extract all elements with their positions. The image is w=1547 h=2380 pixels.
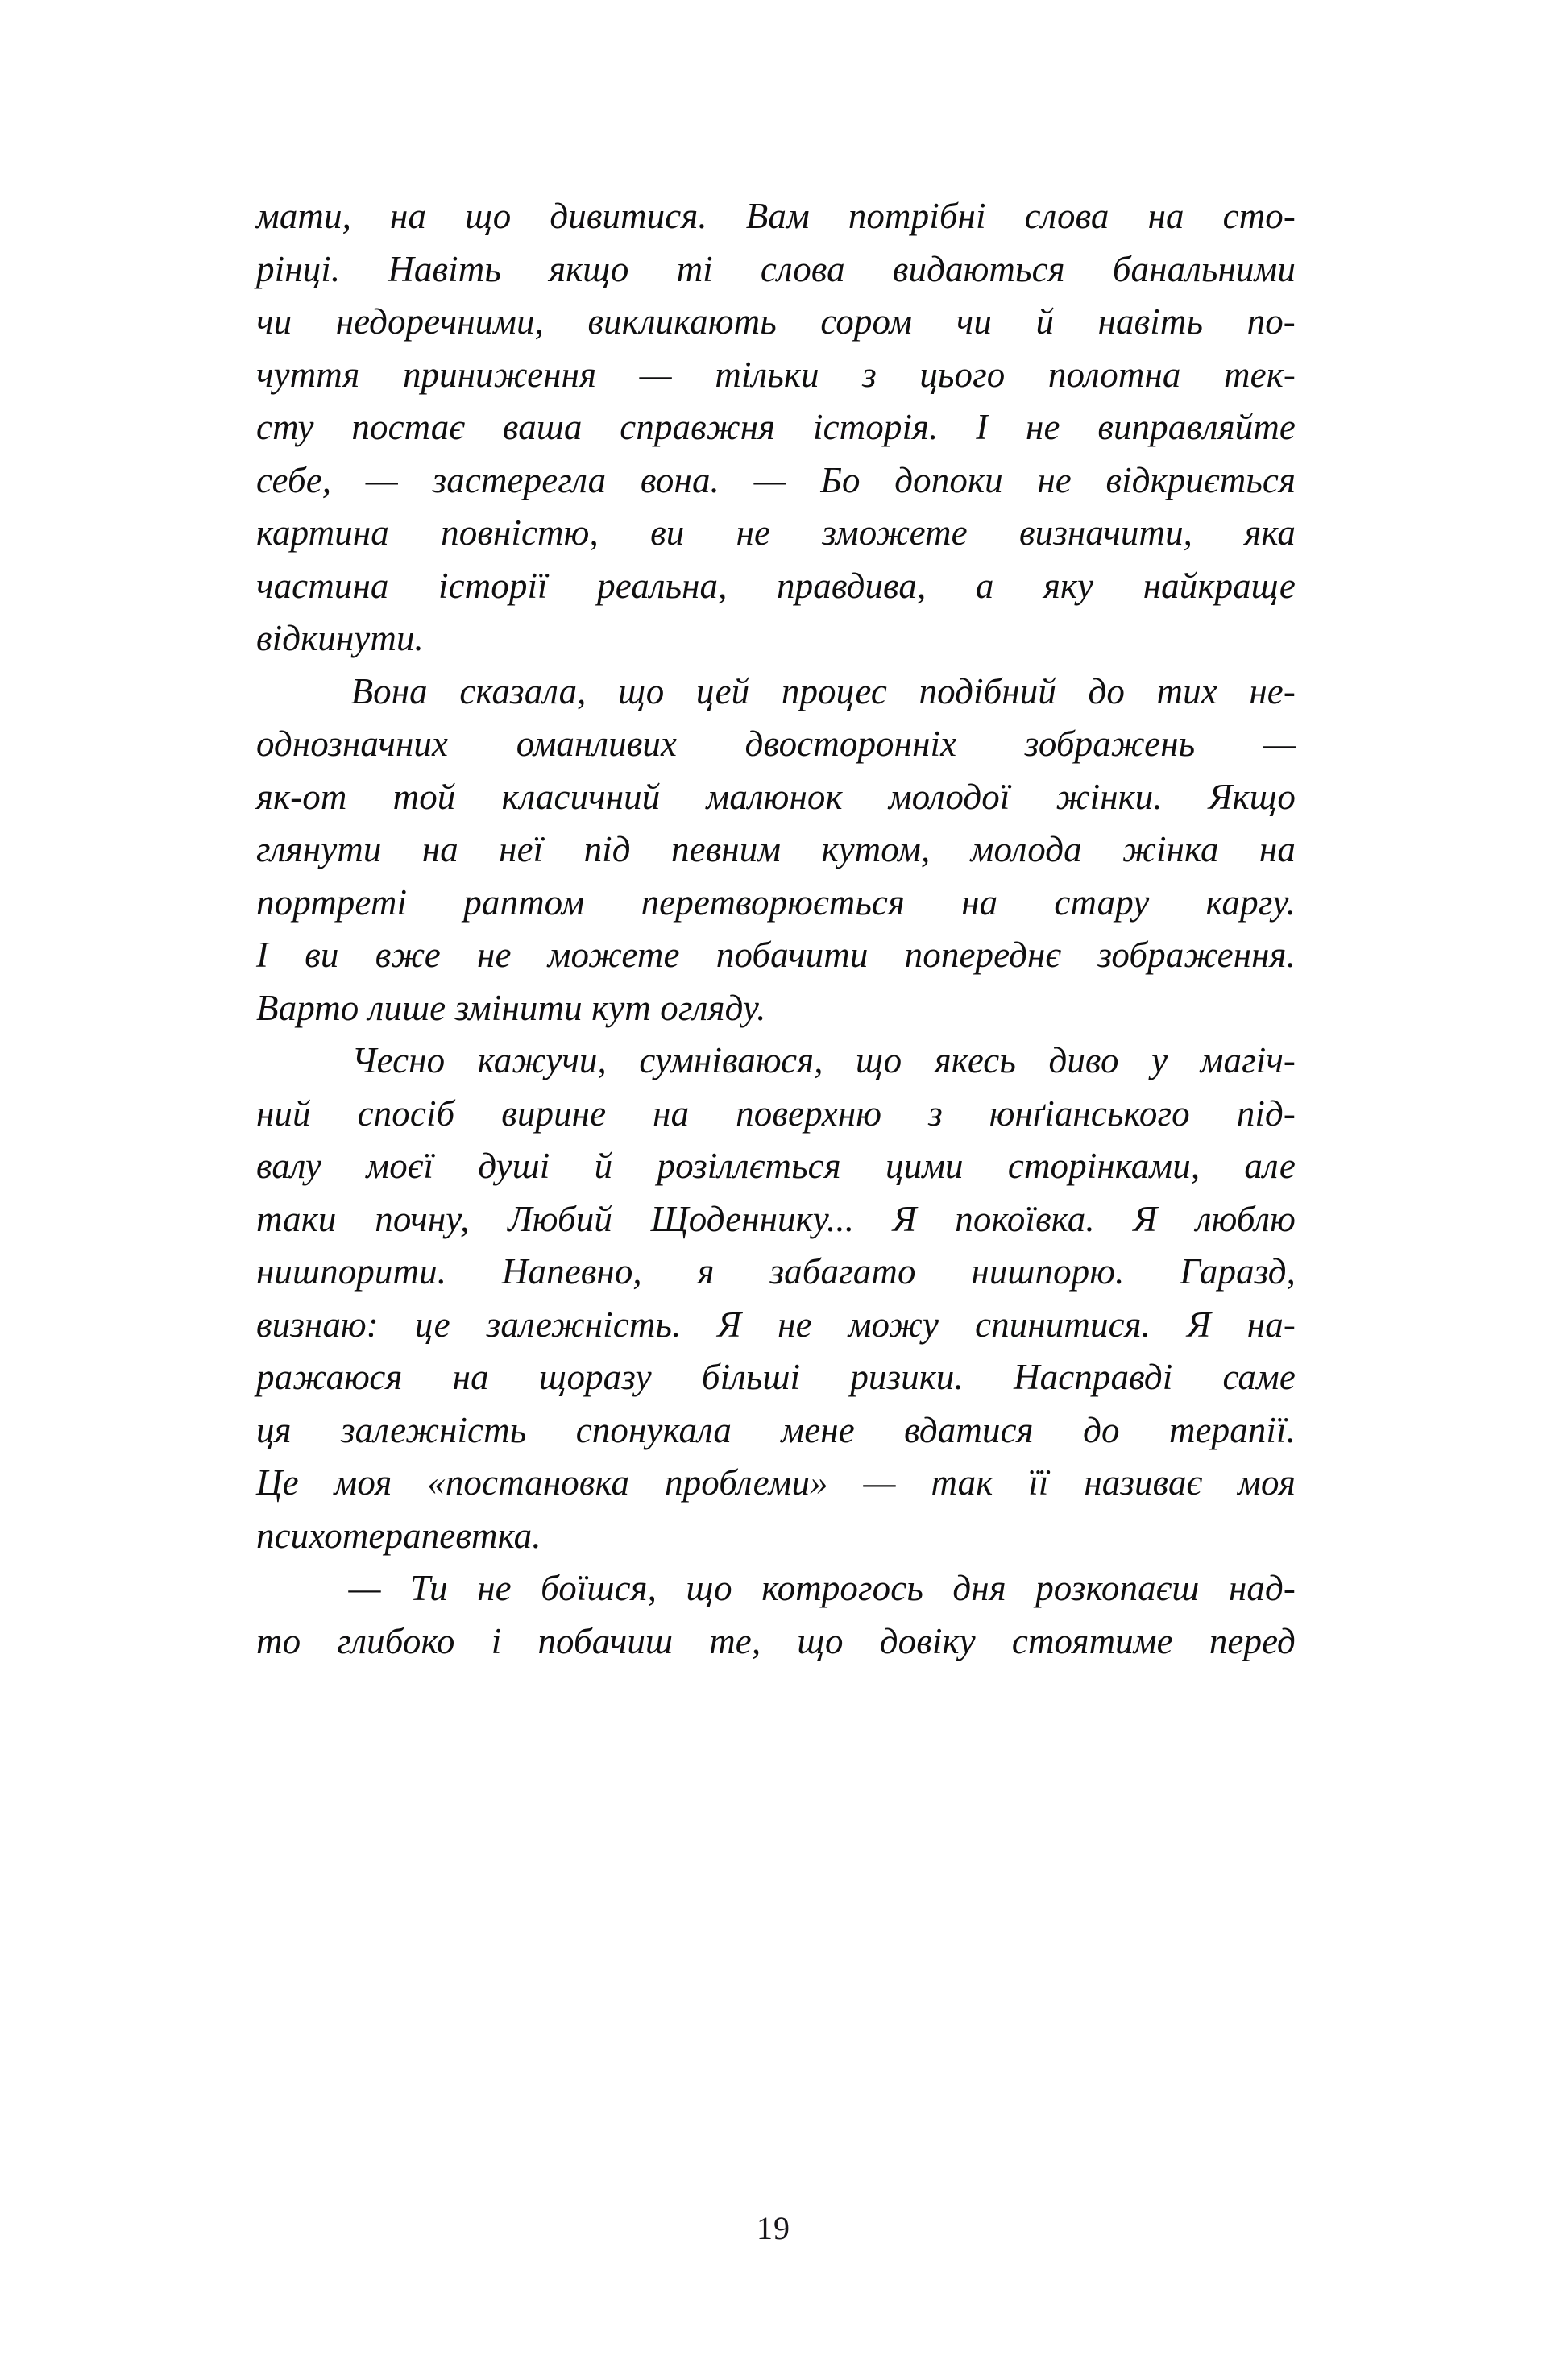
word: сказала, — [459, 670, 587, 711]
word: не — [477, 1568, 512, 1608]
word: оманливих — [516, 724, 678, 764]
word: як-от — [256, 776, 347, 817]
word: цей — [695, 670, 750, 711]
word: викликають — [587, 301, 777, 342]
word: ний — [256, 1093, 311, 1134]
text-line — [256, 1246, 1296, 1299]
word: однозначних — [256, 724, 449, 764]
word: проблеми» — [665, 1462, 828, 1503]
word: історія. — [812, 407, 939, 447]
word: сумніваюся, — [639, 1040, 823, 1080]
word: Ти — [410, 1568, 448, 1608]
word: зображень — [1024, 724, 1196, 764]
word: чуття — [256, 354, 360, 395]
word: себе, — [256, 459, 332, 500]
word: Насправді — [1014, 1357, 1173, 1397]
text-line — [256, 1404, 1296, 1457]
word: спосіб — [357, 1093, 455, 1134]
text-line-first — [256, 1562, 1296, 1615]
word: І — [976, 407, 989, 447]
word: дня — [952, 1568, 1006, 1608]
word: що — [797, 1620, 844, 1661]
text-line — [256, 1193, 1296, 1246]
word: постає — [351, 407, 466, 447]
text-line-first — [256, 665, 1296, 719]
word: двосторонніх — [744, 724, 957, 764]
word: покоївка. — [955, 1198, 1095, 1239]
word: Щоденнику... — [650, 1198, 855, 1239]
word: з — [862, 354, 877, 395]
text-line — [256, 349, 1296, 402]
text-line-first — [256, 1035, 1296, 1088]
word: той — [392, 776, 456, 817]
word: моєї — [366, 1146, 434, 1186]
word: саме — [1222, 1357, 1296, 1397]
word: диво — [1048, 1040, 1119, 1080]
word: зображення. — [1097, 935, 1296, 975]
word: моя — [1238, 1462, 1296, 1503]
word: розкопаєш — [1035, 1568, 1200, 1608]
word: так — [931, 1462, 993, 1503]
word: люблю — [1195, 1198, 1296, 1239]
word: — — [753, 459, 786, 500]
word: на — [961, 881, 998, 923]
word: цього — [919, 354, 1006, 395]
word: недоречними, — [335, 301, 544, 342]
word: банальними — [1112, 248, 1296, 289]
word: побачиш — [537, 1620, 674, 1661]
word: реальна, — [597, 565, 728, 606]
word: і — [491, 1620, 502, 1661]
word: ви — [305, 935, 339, 975]
word: визнаю: — [256, 1304, 379, 1345]
word: під — [583, 829, 631, 869]
word: допоки — [894, 459, 1003, 500]
word: перетворюється — [641, 881, 905, 923]
word: боїшся, — [541, 1568, 657, 1608]
word: поверхню — [736, 1093, 882, 1134]
text-line — [256, 454, 1296, 508]
word: малюнок — [706, 776, 843, 817]
word: цими — [885, 1146, 964, 1186]
word: ражаюся — [256, 1357, 403, 1397]
word: якщо — [549, 248, 629, 289]
paragraph-1 — [256, 190, 1296, 665]
word: на — [421, 829, 458, 869]
word: що — [856, 1040, 902, 1080]
word: Напевно, — [501, 1251, 642, 1292]
word: у — [1151, 1040, 1168, 1080]
word: до — [1083, 1409, 1120, 1450]
word: «постановка — [427, 1462, 630, 1503]
page-text-body — [256, 190, 1296, 1668]
paragraph-indent — [256, 1035, 319, 1088]
word: кутом, — [821, 829, 931, 869]
word: Вона — [350, 670, 428, 711]
word: й — [1035, 301, 1055, 342]
word: рінці. — [256, 248, 341, 289]
paragraph-indent — [256, 1562, 319, 1615]
word: з — [928, 1093, 943, 1134]
word: Я — [892, 1198, 917, 1239]
word: Я — [1133, 1198, 1158, 1239]
text-line — [256, 296, 1296, 349]
paragraph-2 — [256, 665, 1296, 1035]
word: молодої — [888, 776, 1010, 817]
text-line — [256, 243, 1296, 296]
word: але — [1244, 1146, 1296, 1186]
word: спонукала — [575, 1409, 732, 1450]
word: на — [390, 196, 427, 236]
word: не — [1026, 407, 1060, 447]
word: щоразу — [538, 1357, 652, 1397]
word: сором — [820, 301, 913, 342]
word: залежність. — [486, 1304, 682, 1345]
word: тільки — [715, 354, 819, 395]
paragraph-indent — [256, 665, 319, 719]
word: мене — [781, 1409, 855, 1450]
word: стоятиме — [1011, 1620, 1173, 1661]
word: Навіть — [388, 248, 501, 289]
word: почну, — [375, 1198, 470, 1239]
word: Я — [1187, 1304, 1211, 1345]
word: Це — [256, 1462, 299, 1503]
word: мати, — [256, 196, 351, 236]
word: сту — [256, 407, 314, 447]
word: на — [653, 1093, 690, 1134]
word: спинитися. — [975, 1304, 1151, 1345]
word: глибоко — [337, 1620, 455, 1661]
word: раптом — [463, 881, 585, 923]
word: що — [618, 670, 665, 711]
page-number: 19 — [757, 2210, 790, 2246]
text-line — [256, 401, 1296, 454]
word: класичний — [501, 776, 661, 817]
text-line — [256, 560, 1296, 613]
word: виправляйте — [1097, 407, 1296, 447]
word: Якщо — [1208, 776, 1296, 817]
text-line — [256, 1088, 1296, 1141]
word: ця — [256, 1409, 292, 1450]
word: терапії. — [1168, 1409, 1296, 1450]
word: Любий — [508, 1198, 612, 1239]
text-line — [256, 1351, 1296, 1404]
word: не — [1037, 459, 1072, 500]
word: вже — [375, 935, 441, 975]
word: — — [365, 459, 398, 500]
word: — — [348, 1568, 381, 1608]
word: магіч- — [1200, 1040, 1296, 1080]
word: ваша — [502, 407, 583, 447]
word: більші — [701, 1357, 801, 1397]
word: ті — [676, 248, 713, 289]
word: то — [256, 1620, 301, 1661]
word: процес — [781, 670, 887, 711]
word: кажучи, — [477, 1040, 607, 1080]
word: тих — [1156, 670, 1217, 711]
word: розіллється — [657, 1146, 841, 1186]
word: — — [863, 1462, 896, 1503]
word: каргу. — [1205, 881, 1296, 923]
word: яку — [1043, 565, 1094, 606]
word: Бо — [820, 459, 861, 500]
word: на — [1259, 829, 1296, 869]
word: І — [256, 935, 269, 975]
word: глянути — [256, 829, 382, 869]
word: повністю, — [441, 512, 599, 553]
word: пiд- — [1236, 1093, 1296, 1134]
word: до — [1088, 670, 1125, 711]
text-line — [256, 823, 1296, 877]
word: над- — [1228, 1568, 1296, 1608]
word: тек- — [1224, 354, 1296, 395]
word: Вам — [745, 196, 810, 236]
word: Гаразд, — [1180, 1251, 1296, 1292]
word: молода — [970, 829, 1082, 869]
word: — — [1263, 724, 1296, 764]
text-line — [256, 877, 1296, 930]
word: а — [975, 565, 994, 606]
word: неї — [499, 829, 544, 869]
word: на — [1147, 196, 1184, 236]
word: історії — [438, 565, 548, 606]
word: нишпорити. — [256, 1251, 447, 1292]
word: якесь — [934, 1040, 1016, 1080]
text-line — [256, 718, 1296, 771]
text-line — [256, 1457, 1296, 1510]
word: визначити, — [1019, 512, 1193, 553]
word: видаються — [892, 248, 1065, 289]
word: Я — [717, 1304, 742, 1345]
word: сто- — [1222, 196, 1296, 236]
word: жінка — [1122, 829, 1219, 869]
word: моя — [334, 1462, 392, 1503]
word: Чесно — [351, 1040, 446, 1080]
word: приниження — [402, 354, 597, 395]
word: яка — [1244, 512, 1296, 553]
word: стару — [1054, 881, 1150, 923]
word: певним — [670, 829, 782, 869]
word: застерегла — [432, 459, 607, 500]
word: можу — [848, 1304, 939, 1345]
word: вирине — [501, 1093, 607, 1134]
word: побачити — [715, 935, 869, 975]
text-line: відкинути. — [256, 618, 424, 658]
text-line: Варто лише змінити кут огляду. — [256, 987, 766, 1028]
word: котрогось — [761, 1568, 923, 1608]
word: називає — [1084, 1462, 1203, 1503]
text-line — [256, 190, 1296, 243]
word: можете — [547, 935, 680, 975]
text-line — [256, 771, 1296, 824]
word: слова — [1024, 196, 1109, 236]
paragraph-4-dialogue — [256, 1562, 1296, 1668]
word: попереднє — [904, 935, 1062, 975]
word: найкраще — [1143, 565, 1296, 606]
word: картина — [256, 512, 389, 553]
text-line — [256, 1299, 1296, 1352]
word: душі — [478, 1146, 550, 1186]
text-line — [256, 1615, 1296, 1669]
word: вдатися — [904, 1409, 1034, 1450]
word: що — [465, 196, 512, 236]
word: полотна — [1047, 354, 1181, 395]
word: перед — [1209, 1620, 1296, 1661]
paragraph-3 — [256, 1035, 1296, 1562]
word: залежність — [341, 1409, 527, 1450]
word: я — [697, 1251, 715, 1292]
word: чи — [956, 301, 992, 342]
word: юнґіанського — [989, 1093, 1190, 1134]
word: сторінками, — [1007, 1146, 1201, 1186]
word: валу — [256, 1146, 322, 1186]
text-line — [256, 1140, 1296, 1193]
word: що — [686, 1568, 732, 1608]
word: подібний — [919, 670, 1056, 711]
word: правдива, — [777, 565, 927, 606]
word: забагато — [769, 1251, 916, 1292]
word: частина — [256, 565, 389, 606]
word: й — [594, 1146, 613, 1186]
word: довіку — [879, 1620, 976, 1661]
text-line — [256, 929, 1296, 982]
word: не- — [1249, 670, 1296, 711]
word: ви — [650, 512, 685, 553]
word: — — [639, 354, 672, 395]
word: відкриється — [1105, 459, 1296, 500]
word: ризики. — [850, 1357, 964, 1397]
word: по- — [1246, 301, 1296, 342]
word: вона. — [640, 459, 720, 500]
word: зможете — [822, 512, 968, 553]
word: дивитися. — [550, 196, 707, 236]
word: нишпорю. — [971, 1251, 1125, 1292]
word: слова — [760, 248, 845, 289]
word: не — [736, 512, 771, 553]
word: не — [778, 1304, 812, 1345]
word: чи — [256, 301, 292, 342]
word: навіть — [1097, 301, 1204, 342]
word: жінки. — [1056, 776, 1163, 817]
text-line — [256, 507, 1296, 560]
word: те, — [709, 1620, 761, 1661]
word: на- — [1246, 1304, 1296, 1345]
word: портреті — [256, 881, 408, 923]
word: її — [1028, 1462, 1049, 1503]
word: справжня — [620, 407, 776, 447]
word: потрібні — [848, 196, 986, 236]
word: не — [477, 935, 512, 975]
text-line: психотерапевтка. — [256, 1515, 541, 1556]
word: це — [414, 1304, 450, 1345]
word: на — [452, 1357, 489, 1397]
word: таки — [256, 1198, 337, 1239]
